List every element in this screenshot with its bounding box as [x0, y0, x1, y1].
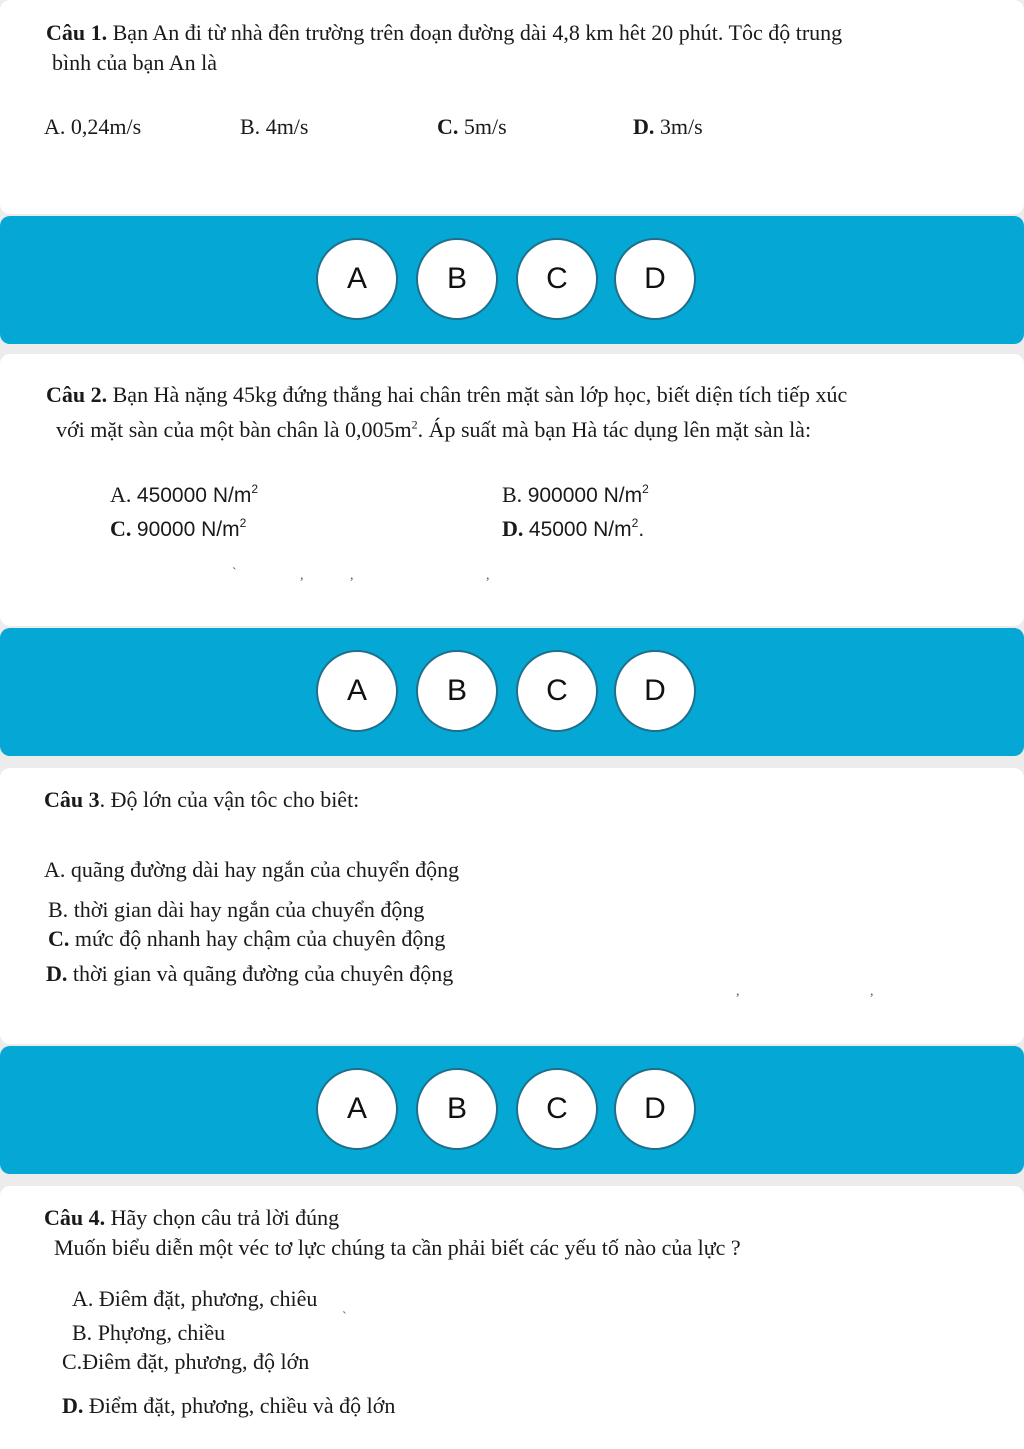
question-2-label: Câu 2. — [46, 382, 108, 407]
q3-option-c: C. mức độ nhanh hay chậm của chuyên động — [48, 926, 446, 951]
question-2-text: Câu 2. Bạn Hà nặng 45kg đứng thắng hai chân trên mặt sàn lớp học, biết diện tích tiếp xúc với mặt sàn của một bàn chân là $0,005m^2$. Áp suất mà bạn Hà tác dụng lên mặt sàn là: — [46, 382, 848, 443]
answer-button-a[interactable]: A — [316, 1068, 398, 1150]
q2-option-b: B. 900000 $N/m^2$ — [502, 482, 649, 507]
q1-option-c: C. 5m/s — [437, 114, 507, 139]
question-3-text: Câu 3. Độ lớn của vận tôc cho biêt: — [44, 787, 360, 812]
answer-button-c[interactable]: C — [516, 238, 598, 320]
question-1-label: Câu 1. — [46, 20, 108, 45]
stray-mark: , — [350, 568, 354, 583]
answer-button-b[interactable]: B — [416, 238, 498, 320]
stray-mark: ` — [232, 566, 237, 581]
q1-option-b: B. 4m/s — [240, 114, 309, 139]
answer-button-a[interactable]: A — [316, 238, 398, 320]
q3-option-b: B. thời gian dài hay ngắn của chuyển động — [48, 897, 425, 922]
answer-button-b[interactable]: B — [416, 650, 498, 732]
question-card-3 — [0, 768, 1024, 1044]
stray-mark: , — [870, 984, 874, 999]
answer-button-c[interactable]: C — [516, 650, 598, 732]
answer-bar-3 — [0, 1046, 1024, 1174]
answer-bar-2 — [0, 628, 1024, 756]
question-card-4 — [0, 1186, 1024, 1449]
answer-button-d[interactable]: D — [614, 650, 696, 732]
question-3-label: Câu 3 — [44, 787, 100, 812]
stray-mark: , — [300, 568, 304, 583]
question-card-2 — [0, 354, 1024, 626]
stray-mark: ` — [342, 1310, 347, 1325]
q1-option-d: D. 3m/s — [633, 114, 703, 139]
answer-button-a[interactable]: A — [316, 650, 398, 732]
question-4-text: Câu 4. Hãy chọn câu trả lời đúng Muốn biểu diễn một véc tơ lực chúng ta cần phải biết các yếu tố nào của lực ? — [44, 1205, 741, 1260]
q4-option-a: A. Điêm đặt, phương, chiêu — [72, 1286, 318, 1311]
question-1-text: Câu 1. Bạn An đi từ nhà đên trường trên đoạn đường dài 4,8 km hêt 20 phút. Tôc độ trung bình của bạn An là — [46, 20, 843, 75]
answer-button-b[interactable]: B — [416, 1068, 498, 1150]
stray-mark: , — [736, 984, 740, 999]
question-4-label: Câu 4. — [44, 1205, 106, 1230]
q2-option-c: C. 90000 $N/m^2$ — [110, 516, 247, 541]
answer-button-d[interactable]: D — [614, 1068, 696, 1150]
q4-option-d: D. Điểm đặt, phương, chiều và độ lớn — [62, 1393, 396, 1418]
q4-option-c: C.Điêm đặt, phương, độ lớn — [62, 1349, 310, 1374]
answer-button-d[interactable]: D — [614, 238, 696, 320]
q4-option-b: B. Phựơng, chiều — [72, 1320, 226, 1345]
answer-button-c[interactable]: C — [516, 1068, 598, 1150]
q2-option-d: D. 45000 $N/m^2$. — [502, 516, 645, 541]
q3-option-a: A. quãng đường dài hay ngắn của chuyển động — [44, 857, 460, 882]
q1-option-a: A. 0,24m/s — [44, 114, 142, 139]
stray-mark: , — [486, 568, 490, 583]
q2-option-a: A. 450000 $N/m^2$ — [110, 482, 258, 507]
q3-option-d: D. thời gian và quãng đường của chuyên động — [46, 961, 454, 986]
answer-bar-1 — [0, 216, 1024, 344]
question-card-1 — [0, 0, 1024, 214]
